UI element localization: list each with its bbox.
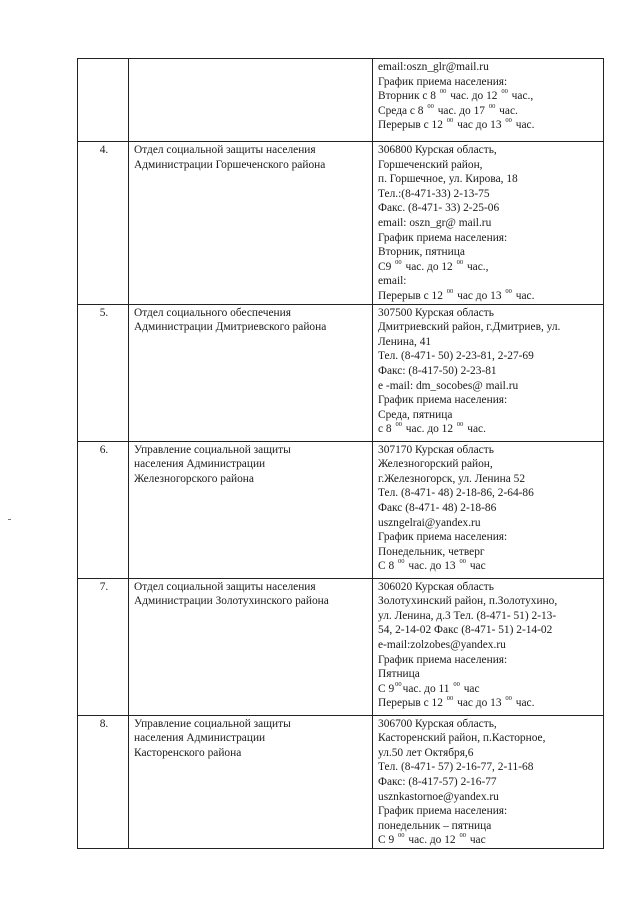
contact-line: Среда с 8 $^{00}$ час. до 17 $^{00}$ час. xyxy=(378,102,518,117)
row-number: 6. xyxy=(78,441,129,578)
contact-line: Горшеченский район, xyxy=(378,158,483,171)
contact-line: п. Горшечное, ул. Кирова, 18 xyxy=(378,173,518,186)
time-minutes-superscript: 00 xyxy=(488,102,496,110)
contact-line: С9 $^{00}$ час. до 12 $^{00}$ час., xyxy=(378,258,489,273)
contact-line: Факс: (8-417-50) 2-23-81 xyxy=(378,364,497,377)
contact-line: 307170 Курская область xyxy=(378,443,494,456)
contact-line: e-mail:zolzobes@yandex.ru xyxy=(378,638,506,651)
contact-info xyxy=(373,142,604,305)
time-minutes-superscript: 00 xyxy=(398,558,405,566)
contact-line: email: oszn_gr@ mail.ru xyxy=(378,216,492,229)
time-minutes-superscript: 00 xyxy=(446,117,454,125)
contact-line: e -mail: dm_socobes@ mail.ru xyxy=(378,379,519,392)
contact-line: 54, 2-14-02 Факс (8-471- 51) 2-14-02 xyxy=(378,624,553,637)
contact-line: Понедельник, четверг xyxy=(378,545,485,558)
contact-line: Вторник с 8 $^{00}$ час. до 12 $^{00}$ час., xyxy=(378,88,534,103)
contact-line: График приема населения: xyxy=(378,653,508,666)
time-minutes-superscript: 00 xyxy=(501,88,508,96)
time-minutes-superscript: 00 xyxy=(395,421,402,429)
contact-line: Золотухинский район, п.Золотухино, xyxy=(378,595,558,608)
contact-line: Тел.:(8-471-33) 2-13-75 xyxy=(378,187,490,200)
time-minutes-superscript: 00 xyxy=(456,421,464,429)
table-row xyxy=(78,578,604,715)
organization-name-line: Отдел социальной защиты населения xyxy=(134,580,316,593)
contact-line: с 8 $^{00}$ час. до 12 $^{00}$ час. xyxy=(378,421,486,436)
contact-line: График приема населения: xyxy=(378,75,508,88)
contact-line: График приема населения: xyxy=(378,394,508,407)
organization-name-line: населения Администрации xyxy=(134,458,266,471)
contact-info xyxy=(373,441,604,578)
organization-name xyxy=(129,304,373,441)
table-row xyxy=(78,142,604,305)
contact-line: Тел. (8-471- 48) 2-18-86, 2-64-86 xyxy=(378,487,534,500)
time-minutes-superscript: 00 xyxy=(398,832,405,840)
organization-name-line: Администрации Дмитриевского района xyxy=(134,321,327,334)
time-minutes-superscript: 00 xyxy=(395,680,402,688)
contact-line: 306700 Курская область, xyxy=(378,717,497,730)
contact-info xyxy=(373,59,604,142)
contact-line: Факс: (8-417-57) 2-16-77 xyxy=(378,775,497,788)
time-minutes-superscript: 00 xyxy=(505,287,512,295)
contact-line: С 8 $^{00}$ час. до 13 $^{00}$ час xyxy=(378,558,486,573)
contact-line: г.Железногорск, ул. Ленина 52 xyxy=(378,472,526,485)
contact-line: ул.50 лет Октября,6 xyxy=(378,746,474,759)
contact-line: Дмитриевский район, г.Дмитриев, ул. xyxy=(378,321,561,334)
contact-line: График приема населения: xyxy=(378,805,508,818)
time-minutes-superscript: 00 xyxy=(453,680,460,688)
organization-name xyxy=(129,142,373,305)
contact-line: Перерыв с 12 $^{00}$ час до 13 $^{00}$ час. xyxy=(378,117,535,132)
organization-name-line: Железногорского района xyxy=(134,472,254,485)
organization-name-line: Касторенского района xyxy=(134,746,242,759)
margin-mark xyxy=(8,519,11,520)
row-number: 5. xyxy=(78,304,129,441)
contact-line: Тел. (8-471- 57) 2-16-77, 2-11-68 xyxy=(378,761,534,774)
contact-info xyxy=(373,578,604,715)
contact-line: Перерыв с 12 $^{00}$ час до 13 $^{00}$ час. xyxy=(378,695,535,710)
organization-name-line: Управление социальной защиты xyxy=(134,717,291,730)
contact-line: График приема населения: xyxy=(378,231,508,244)
time-minutes-superscript: 00 xyxy=(446,695,454,703)
organization-name xyxy=(129,441,373,578)
contact-line: usznkastornoe@yandex.ru xyxy=(378,790,499,803)
contact-line: email: xyxy=(378,275,407,288)
time-minutes-superscript: 00 xyxy=(395,258,402,266)
contact-line: График приема населения: xyxy=(378,531,508,544)
contact-line: Факс. (8-471- 33) 2-25-06 xyxy=(378,202,500,215)
organization-name-line: Управление социальной защиты xyxy=(134,443,291,456)
time-minutes-superscript: 00 xyxy=(427,102,434,110)
contact-line: Тел. (8-471- 50) 2-23-81, 2-27-69 xyxy=(378,350,534,363)
contact-info xyxy=(373,304,604,441)
contact-line: Среда, пятница xyxy=(378,408,453,421)
organization-name-line: населения Администрации xyxy=(134,732,266,745)
organization-name-line: Отдел социального обеспечения xyxy=(134,306,291,319)
table-row xyxy=(78,59,604,142)
table-row xyxy=(78,715,604,848)
contact-line: Вторник, пятница xyxy=(378,246,465,259)
organization-name-line: Отдел социальной защиты населения xyxy=(134,144,316,156)
organization-name-line: Администрации Горшеченского района xyxy=(134,158,326,171)
offices-table-body xyxy=(78,59,604,849)
row-number: 4. xyxy=(78,142,129,305)
contact-line: Факс (8-471- 48) 2-18-86 xyxy=(378,501,497,514)
contact-line: email:oszn_glr@mail.ru xyxy=(378,61,489,73)
contact-line: понедельник – пятница xyxy=(378,819,492,832)
contact-line: Перерыв с 12 $^{00}$ час до 13 $^{00}$ час. xyxy=(378,287,535,302)
contact-line: 307500 Курская область xyxy=(378,306,494,319)
row-number: 8. xyxy=(78,715,129,848)
time-minutes-superscript: 00 xyxy=(505,695,512,703)
contact-line: Касторенский район, п.Касторное, xyxy=(378,732,546,745)
organization-name xyxy=(129,715,373,848)
offices-table xyxy=(77,58,604,849)
time-minutes-superscript: 00 xyxy=(439,88,447,96)
row-number: 7. xyxy=(78,578,129,715)
contact-line: 306800 Курская область, xyxy=(378,144,497,156)
time-minutes-superscript: 00 xyxy=(456,258,464,266)
organization-name xyxy=(129,59,373,142)
row-number xyxy=(78,59,129,142)
contact-line: Пятница xyxy=(378,668,420,681)
organization-name-line: Администрации Золотухинского района xyxy=(134,595,329,608)
contact-line: 306020 Курская область xyxy=(378,580,494,593)
contact-line: uszngelrai@yandex.ru xyxy=(378,516,481,529)
contact-info xyxy=(373,715,604,848)
table-row xyxy=(78,441,604,578)
contact-line: Железногорский район, xyxy=(378,458,493,471)
time-minutes-superscript: 00 xyxy=(459,832,466,840)
time-minutes-superscript: 00 xyxy=(446,287,454,295)
contact-line: С $9^{00}час$. до 11 $^{00}$ час xyxy=(378,680,480,695)
contact-line: ул. Ленина, д.3 Тел. (8-471- 51) 2-13- xyxy=(378,609,557,622)
organization-name xyxy=(129,578,373,715)
contact-line: С 9 $^{00}$ час. до 12 $^{00}$ час xyxy=(378,832,486,847)
contact-line: Ленина, 41 xyxy=(378,335,432,348)
table-row xyxy=(78,304,604,441)
time-minutes-superscript: 00 xyxy=(505,117,512,125)
time-minutes-superscript: 00 xyxy=(459,558,466,566)
